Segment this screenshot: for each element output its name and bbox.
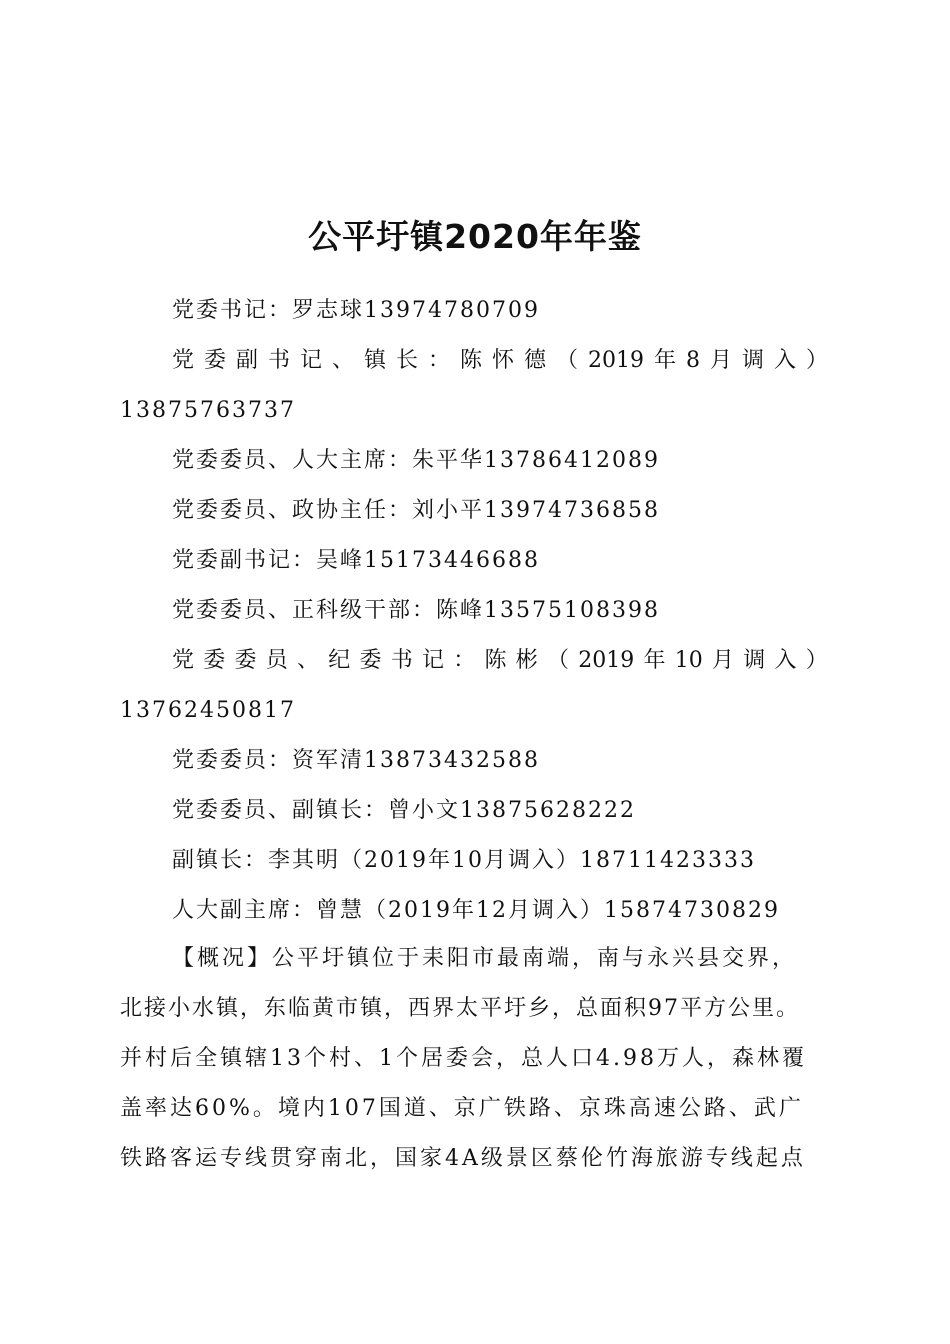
spread-char: 、 bbox=[332, 348, 355, 373]
spread-char: 入 bbox=[773, 348, 796, 373]
spread-char: 委 bbox=[204, 348, 227, 373]
spread-char: 年 bbox=[653, 348, 676, 373]
spread-char: 调 bbox=[743, 648, 766, 673]
document-title: 公平圩镇2020年年鉴 bbox=[308, 217, 642, 256]
spread-char: ： bbox=[428, 348, 451, 373]
spread-char: （ bbox=[547, 648, 570, 673]
spread-char: 委 bbox=[203, 648, 226, 673]
spread-char: 10 bbox=[674, 648, 703, 673]
spread-char: （ bbox=[556, 348, 579, 373]
overview-paragraph-line: 北接小水镇，东临黄市镇，西界太平圩乡，总面积97平方公里。 bbox=[120, 996, 800, 1021]
spread-char: 调 bbox=[741, 348, 764, 373]
spread-char: 怀 bbox=[492, 348, 515, 373]
spread-char: 长 bbox=[396, 348, 419, 373]
spread-char: 彬 bbox=[515, 648, 538, 673]
spread-char: 书 bbox=[390, 648, 413, 673]
spread-char: 镇 bbox=[364, 348, 387, 373]
spread-char: 入 bbox=[774, 648, 797, 673]
spread-char: 2019 bbox=[588, 348, 644, 373]
spread-char: 德 bbox=[524, 348, 547, 373]
official-cppcc-director: 党委委员、政协主任：刘小平13974736858 bbox=[172, 498, 660, 523]
overview-paragraph-line: 并村后全镇辖13个村、1个居委会，总人口4.98万人，森林覆 bbox=[120, 1046, 807, 1071]
official-deputy-secretary-mayor bbox=[172, 346, 828, 376]
spread-char: 年 bbox=[643, 648, 666, 673]
official-npc-vice-chair: 人大副主席：曾慧（2019年12月调入）15874730829 bbox=[172, 898, 780, 923]
spread-char: 委 bbox=[234, 648, 257, 673]
spread-char: 8 bbox=[685, 348, 700, 373]
official-deputy-mayor: 党委委员、副镇长：曾小文13875628222 bbox=[172, 798, 636, 823]
spread-char: 员 bbox=[265, 648, 288, 673]
spread-char: 月 bbox=[709, 348, 732, 373]
spread-char: 记 bbox=[422, 648, 445, 673]
official-phone-continuation: 13875763737 bbox=[120, 398, 296, 423]
official-deputy-mayor-2: 副镇长：李其明（2019年10月调入）18711423333 bbox=[172, 848, 756, 873]
spread-char: 委 bbox=[359, 648, 382, 673]
spread-char: ） bbox=[805, 648, 828, 673]
spread-char: 2019 bbox=[578, 648, 635, 673]
spread-char: ： bbox=[453, 648, 476, 673]
spread-char: 党 bbox=[172, 348, 195, 373]
official-npc-chair: 党委委员、人大主席：朱平华13786412089 bbox=[172, 448, 660, 473]
spread-char: 记 bbox=[300, 348, 323, 373]
official-party-secretary: 党委书记：罗志球13974780709 bbox=[172, 298, 540, 323]
spread-char: ） bbox=[805, 348, 828, 373]
official-committee-member: 党委委员：资军清13873432588 bbox=[172, 748, 540, 773]
spread-char: 副 bbox=[236, 348, 259, 373]
spread-char: 陈 bbox=[484, 648, 507, 673]
official-section-cadre: 党委委员、正科级干部：陈峰13575108398 bbox=[172, 598, 660, 623]
spread-char: 党 bbox=[172, 648, 195, 673]
spread-char: 月 bbox=[711, 648, 734, 673]
spread-char: 书 bbox=[268, 348, 291, 373]
overview-paragraph-line: 【概况】公平圩镇位于耒阳市最南端，南与永兴县交界， bbox=[172, 946, 798, 971]
official-phone-continuation: 13762450817 bbox=[120, 698, 296, 723]
spread-char: 陈 bbox=[460, 348, 483, 373]
overview-paragraph-line: 铁路客运专线贯穿南北，国家4A级景区蔡伦竹海旅游专线起点 bbox=[120, 1146, 806, 1171]
spread-char: 纪 bbox=[328, 648, 351, 673]
official-deputy-secretary: 党委副书记：吴峰15173446688 bbox=[172, 548, 540, 573]
overview-paragraph-line: 盖率达60%。境内107国道、京广铁路、京珠高速公路、武广 bbox=[120, 1096, 804, 1121]
official-discipline-secretary bbox=[172, 646, 828, 676]
spread-char: 、 bbox=[297, 648, 320, 673]
